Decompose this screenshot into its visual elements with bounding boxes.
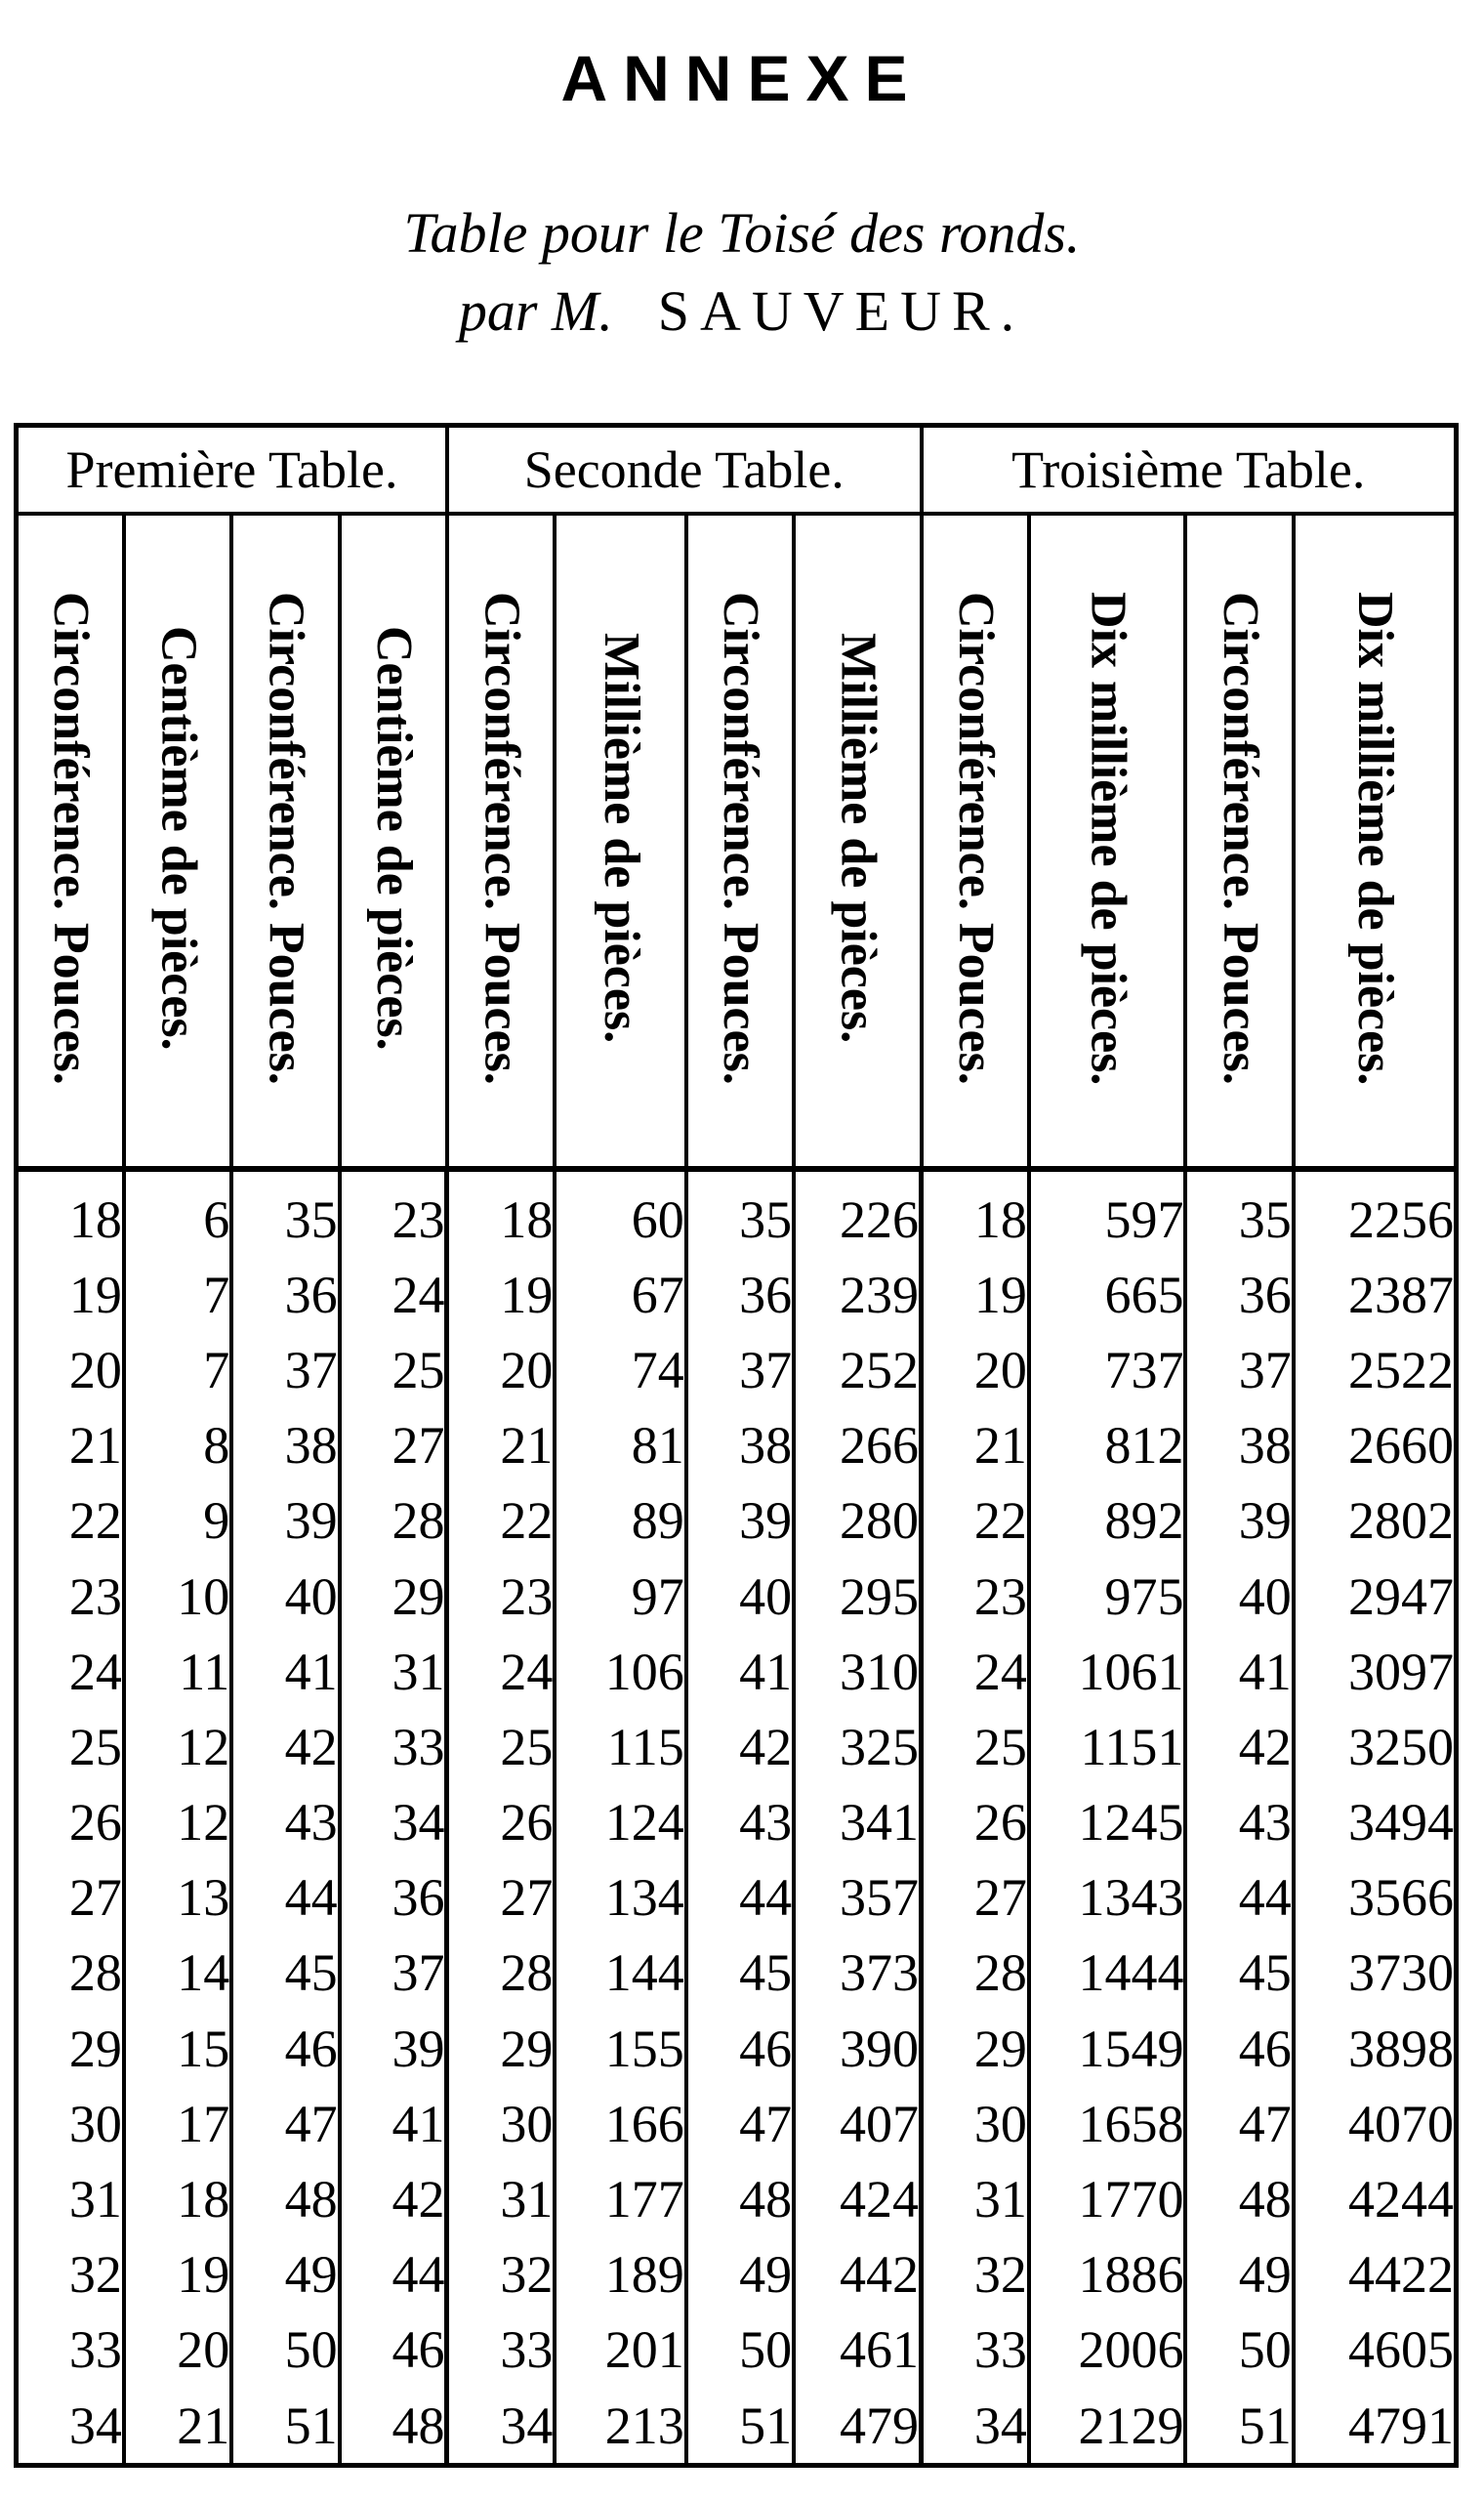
table-cell: 166 — [555, 2086, 685, 2161]
table-cell: 201 — [555, 2312, 685, 2388]
table-cell: 51 — [686, 2388, 794, 2466]
table-cell: 1549 — [1029, 2011, 1186, 2086]
table-cell: 12 — [124, 1785, 231, 1860]
column-header — [794, 514, 921, 1169]
table-cell: 31 — [922, 2161, 1029, 2236]
table-cell: 49 — [686, 2237, 794, 2312]
table-cell: 46 — [686, 2011, 794, 2086]
table-cell: 44 — [1185, 1860, 1293, 1936]
table-cell: 1658 — [1029, 2086, 1186, 2161]
table-cell: 40 — [1185, 1559, 1293, 1634]
column-header-label: Dix millième de pièces. — [1347, 591, 1404, 1086]
table-cell: 15 — [124, 2011, 231, 2086]
table-cell: 266 — [794, 1408, 921, 1483]
table-cell: 461 — [794, 2312, 921, 2388]
table-cell: 50 — [1185, 2312, 1293, 2388]
table-cell: 1444 — [1029, 1936, 1186, 2011]
table-cell: 1886 — [1029, 2237, 1186, 2312]
table-row — [17, 2237, 1457, 2312]
column-header-label: Circonférence. Pouces. — [713, 592, 769, 1085]
table-cell: 4422 — [1294, 2237, 1457, 2312]
table-cell: 60 — [555, 1169, 685, 1257]
table-cell: 36 — [340, 1860, 447, 1936]
table-cell: 20 — [447, 1332, 555, 1407]
table-cell: 325 — [794, 1709, 921, 1784]
table-cell: 4605 — [1294, 2312, 1457, 2388]
table-cell: 21 — [124, 2388, 231, 2466]
table-row — [17, 1257, 1457, 1332]
table-cell: 19 — [17, 1257, 124, 1332]
table-cell: 30 — [922, 2086, 1029, 2161]
table-cell: 665 — [1029, 1257, 1186, 1332]
table-cell: 10 — [124, 1559, 231, 1634]
table-cell: 2387 — [1294, 1257, 1457, 1332]
column-header — [686, 514, 794, 1169]
table-cell: 3250 — [1294, 1709, 1457, 1784]
table-cell: 74 — [555, 1332, 685, 1407]
table-cell: 2660 — [1294, 1408, 1457, 1483]
table-cell: 2522 — [1294, 1332, 1457, 1407]
table-cell: 40 — [686, 1559, 794, 1634]
group-premiere-table: Première Table. — [17, 426, 447, 515]
table-cell: 39 — [1185, 1483, 1293, 1559]
table-cell: 24 — [447, 1634, 555, 1709]
table-cell: 28 — [922, 1936, 1029, 2011]
column-header-label: Millième de pièces. — [593, 633, 649, 1044]
table-cell: 23 — [17, 1559, 124, 1634]
table-cell: 9 — [124, 1483, 231, 1559]
table-cell: 48 — [686, 2161, 794, 2236]
table-cell: 34 — [17, 2388, 124, 2466]
table-cell: 38 — [686, 1408, 794, 1483]
table-cell: 115 — [555, 1709, 685, 1784]
table-cell: 89 — [555, 1483, 685, 1559]
table-cell: 23 — [340, 1169, 447, 1257]
table-cell: 23 — [922, 1559, 1029, 1634]
table-cell: 47 — [686, 2086, 794, 2161]
table-cell: 20 — [17, 1332, 124, 1407]
table-cell: 24 — [17, 1634, 124, 1709]
table-cell: 41 — [231, 1634, 339, 1709]
column-header — [1185, 514, 1293, 1169]
column-header-label: Circonférence. Pouces. — [474, 592, 530, 1085]
table-cell: 7 — [124, 1332, 231, 1407]
table-cell: 49 — [231, 2237, 339, 2312]
table-cell: 45 — [1185, 1936, 1293, 2011]
table-cell: 1151 — [1029, 1709, 1186, 1784]
table-cell: 18 — [17, 1169, 124, 1257]
table-cell: 29 — [17, 2011, 124, 2086]
table-cell: 189 — [555, 2237, 685, 2312]
table-cell: 252 — [794, 1332, 921, 1407]
table-cell: 144 — [555, 1936, 685, 2011]
table-cell: 46 — [231, 2011, 339, 2086]
table-cell: 48 — [1185, 2161, 1293, 2236]
table-cell: 25 — [447, 1709, 555, 1784]
table-row — [17, 1332, 1457, 1407]
table-cell: 35 — [686, 1169, 794, 1257]
table-cell: 1245 — [1029, 1785, 1186, 1860]
table-cell: 239 — [794, 1257, 921, 1332]
table-cell: 26 — [17, 1785, 124, 1860]
table-cell: 19 — [922, 1257, 1029, 1332]
table-cell: 31 — [447, 2161, 555, 2236]
table-cell: 32 — [17, 2237, 124, 2312]
table-cell: 27 — [340, 1408, 447, 1483]
table-cell: 812 — [1029, 1408, 1186, 1483]
table-cell: 35 — [231, 1169, 339, 1257]
column-header — [922, 514, 1029, 1169]
author-prefix: par M. — [458, 279, 613, 343]
group-troisieme-table: Troisième Table. — [922, 426, 1457, 515]
table-cell: 29 — [447, 2011, 555, 2086]
table-cell: 42 — [1185, 1709, 1293, 1784]
table-cell: 39 — [231, 1483, 339, 1559]
table-cell: 20 — [124, 2312, 231, 2388]
author-line — [0, 279, 1484, 343]
table-cell: 3730 — [1294, 1936, 1457, 2011]
table-cell: 97 — [555, 1559, 685, 1634]
table-cell: 18 — [124, 2161, 231, 2236]
table-cell: 21 — [447, 1408, 555, 1483]
table-cell: 44 — [340, 2237, 447, 2312]
table-cell: 42 — [686, 1709, 794, 1784]
table-cell: 3494 — [1294, 1785, 1457, 1860]
table-cell: 4791 — [1294, 2388, 1457, 2466]
table-title: Table pour le Toisé des ronds. — [403, 201, 1081, 265]
table-cell: 213 — [555, 2388, 685, 2466]
table-cell: 34 — [922, 2388, 1029, 2466]
table-cell: 7 — [124, 1257, 231, 1332]
table-cell: 31 — [17, 2161, 124, 2236]
column-header — [124, 514, 231, 1169]
table-cell: 22 — [17, 1483, 124, 1559]
column-header — [231, 514, 339, 1169]
table-row — [17, 2086, 1457, 2161]
column-header — [1029, 514, 1186, 1169]
table-cell: 48 — [340, 2388, 447, 2466]
table-cell: 25 — [17, 1709, 124, 1784]
column-header-label: Centième de pièces. — [366, 626, 423, 1051]
table-cell: 27 — [17, 1860, 124, 1936]
table-cell: 22 — [447, 1483, 555, 1559]
table-row — [17, 1483, 1457, 1559]
table-row — [17, 1408, 1457, 1483]
table-cell: 18 — [922, 1169, 1029, 1257]
table-cell: 49 — [1185, 2237, 1293, 2312]
table-cell: 41 — [686, 1634, 794, 1709]
table-cell: 18 — [447, 1169, 555, 1257]
table-cell: 280 — [794, 1483, 921, 1559]
table-cell: 25 — [922, 1709, 1029, 1784]
table-cell: 42 — [340, 2161, 447, 2236]
table-cell: 24 — [922, 1634, 1029, 1709]
table-cell: 597 — [1029, 1169, 1186, 1257]
table-cell: 51 — [231, 2388, 339, 2466]
table-cell: 50 — [231, 2312, 339, 2388]
table-cell: 37 — [231, 1332, 339, 1407]
table-row — [17, 1559, 1457, 1634]
table-cell: 45 — [686, 1936, 794, 2011]
table-cell: 17 — [124, 2086, 231, 2161]
table-cell: 226 — [794, 1169, 921, 1257]
table-cell: 43 — [231, 1785, 339, 1860]
table-cell: 46 — [340, 2312, 447, 2388]
table-cell: 19 — [124, 2237, 231, 2312]
table-cell: 3097 — [1294, 1634, 1457, 1709]
table-cell: 21 — [922, 1408, 1029, 1483]
table-cell: 14 — [124, 1936, 231, 2011]
table-cell: 30 — [17, 2086, 124, 2161]
column-header-row — [17, 514, 1457, 1169]
table-cell: 424 — [794, 2161, 921, 2236]
table-cell: 28 — [17, 1936, 124, 2011]
table-cell: 67 — [555, 1257, 685, 1332]
annexe-heading: ANNEXE — [560, 42, 924, 114]
table-cell: 38 — [231, 1408, 339, 1483]
column-header-label: Circonférence. Pouces. — [43, 592, 100, 1085]
table-cell: 177 — [555, 2161, 685, 2236]
table-cell: 29 — [340, 1559, 447, 1634]
table-cell: 442 — [794, 2237, 921, 2312]
table-cell: 36 — [686, 1257, 794, 1332]
table-cell: 33 — [340, 1709, 447, 1784]
table-cell: 106 — [555, 1634, 685, 1709]
table-cell: 33 — [17, 2312, 124, 2388]
table-cell: 357 — [794, 1860, 921, 1936]
table-cell: 36 — [1185, 1257, 1293, 1332]
table-row — [17, 1709, 1457, 1784]
column-header — [447, 514, 555, 1169]
table-cell: 51 — [1185, 2388, 1293, 2466]
column-header — [1294, 514, 1457, 1169]
table-cell: 892 — [1029, 1483, 1186, 1559]
table-cell: 37 — [1185, 1332, 1293, 1407]
table-row — [17, 1634, 1457, 1709]
table-cell: 48 — [231, 2161, 339, 2236]
table-cell: 42 — [231, 1709, 339, 1784]
table-cell: 44 — [686, 1860, 794, 1936]
table-cell: 407 — [794, 2086, 921, 2161]
table-cell: 26 — [922, 1785, 1029, 1860]
table-row — [17, 1785, 1457, 1860]
table-cell: 34 — [447, 2388, 555, 2466]
table-cell: 41 — [1185, 1634, 1293, 1709]
table-cell: 24 — [340, 1257, 447, 1332]
table-cell: 13 — [124, 1860, 231, 1936]
table-cell: 45 — [231, 1936, 339, 2011]
table-row — [17, 1169, 1457, 1257]
table-cell: 155 — [555, 2011, 685, 2086]
toise-table — [14, 423, 1459, 2468]
table-cell: 373 — [794, 1936, 921, 2011]
table-cell: 27 — [447, 1860, 555, 1936]
table-cell: 737 — [1029, 1332, 1186, 1407]
column-header-label: Circonférence. Pouces. — [1212, 592, 1268, 1085]
table-cell: 30 — [447, 2086, 555, 2161]
table-cell: 37 — [686, 1332, 794, 1407]
table-cell: 4070 — [1294, 2086, 1457, 2161]
table-body — [17, 1169, 1457, 2466]
table-cell: 295 — [794, 1559, 921, 1634]
table-cell: 2006 — [1029, 2312, 1186, 2388]
table-cell: 34 — [340, 1785, 447, 1860]
table-cell: 29 — [922, 2011, 1029, 2086]
table-cell: 26 — [447, 1785, 555, 1860]
table-cell: 32 — [447, 2237, 555, 2312]
table-cell: 11 — [124, 1634, 231, 1709]
column-header-label: Circonférence. Pouces. — [258, 592, 314, 1085]
table-cell: 3566 — [1294, 1860, 1457, 1936]
table-cell: 37 — [340, 1936, 447, 2011]
table-cell: 390 — [794, 2011, 921, 2086]
table-cell: 2802 — [1294, 1483, 1457, 1559]
table-cell: 39 — [686, 1483, 794, 1559]
table-cell: 4244 — [1294, 2161, 1457, 2236]
table-cell: 47 — [1185, 2086, 1293, 2161]
table-cell: 975 — [1029, 1559, 1186, 1634]
column-header-label: Circonférence. Pouces. — [948, 592, 1005, 1085]
column-header — [340, 514, 447, 1169]
table-cell: 36 — [231, 1257, 339, 1332]
column-header-label: Centième de pièces. — [150, 626, 207, 1051]
table-row — [17, 2161, 1457, 2236]
table-cell: 21 — [17, 1408, 124, 1483]
table-cell: 1343 — [1029, 1860, 1186, 1936]
table-cell: 2129 — [1029, 2388, 1186, 2466]
table-row — [17, 1936, 1457, 2011]
table-cell: 32 — [922, 2237, 1029, 2312]
table-cell: 50 — [686, 2312, 794, 2388]
table-cell: 33 — [447, 2312, 555, 2388]
table-cell: 8 — [124, 1408, 231, 1483]
table-cell: 38 — [1185, 1408, 1293, 1483]
table-cell: 2947 — [1294, 1559, 1457, 1634]
table-cell: 20 — [922, 1332, 1029, 1407]
table-row — [17, 2312, 1457, 2388]
table-cell: 44 — [231, 1860, 339, 1936]
table-cell: 479 — [794, 2388, 921, 2466]
table-cell: 27 — [922, 1860, 1029, 1936]
table-cell: 1770 — [1029, 2161, 1186, 2236]
group-seconde-table: Seconde Table. — [447, 426, 922, 515]
table-cell: 3898 — [1294, 2011, 1457, 2086]
group-header-row — [17, 426, 1457, 515]
table-cell: 81 — [555, 1408, 685, 1483]
table-cell: 12 — [124, 1709, 231, 1784]
column-header — [17, 514, 124, 1169]
table-cell: 23 — [447, 1559, 555, 1634]
table-cell: 31 — [340, 1634, 447, 1709]
table-cell: 35 — [1185, 1169, 1293, 1257]
author-name: SAUVEUR. — [657, 279, 1026, 343]
table-row — [17, 1860, 1457, 1936]
table-cell: 28 — [340, 1483, 447, 1559]
table-cell: 46 — [1185, 2011, 1293, 2086]
table-cell: 40 — [231, 1559, 339, 1634]
table-cell: 6 — [124, 1169, 231, 1257]
table-cell: 43 — [686, 1785, 794, 1860]
column-header — [555, 514, 685, 1169]
table-row — [17, 2011, 1457, 2086]
table-cell: 310 — [794, 1634, 921, 1709]
column-header-label: Millième de pièces. — [830, 633, 886, 1044]
table-cell: 43 — [1185, 1785, 1293, 1860]
table-cell: 33 — [922, 2312, 1029, 2388]
table-row — [17, 2388, 1457, 2466]
table-cell: 341 — [794, 1785, 921, 1860]
column-header-label: Dix millième de pièces. — [1080, 591, 1136, 1086]
table-cell: 124 — [555, 1785, 685, 1860]
table-cell: 22 — [922, 1483, 1029, 1559]
table-cell: 19 — [447, 1257, 555, 1332]
table-cell: 41 — [340, 2086, 447, 2161]
table-cell: 39 — [340, 2011, 447, 2086]
table-cell: 2256 — [1294, 1169, 1457, 1257]
table-cell: 1061 — [1029, 1634, 1186, 1709]
table-cell: 25 — [340, 1332, 447, 1407]
table-cell: 28 — [447, 1936, 555, 2011]
table-cell: 134 — [555, 1860, 685, 1936]
table-cell: 47 — [231, 2086, 339, 2161]
